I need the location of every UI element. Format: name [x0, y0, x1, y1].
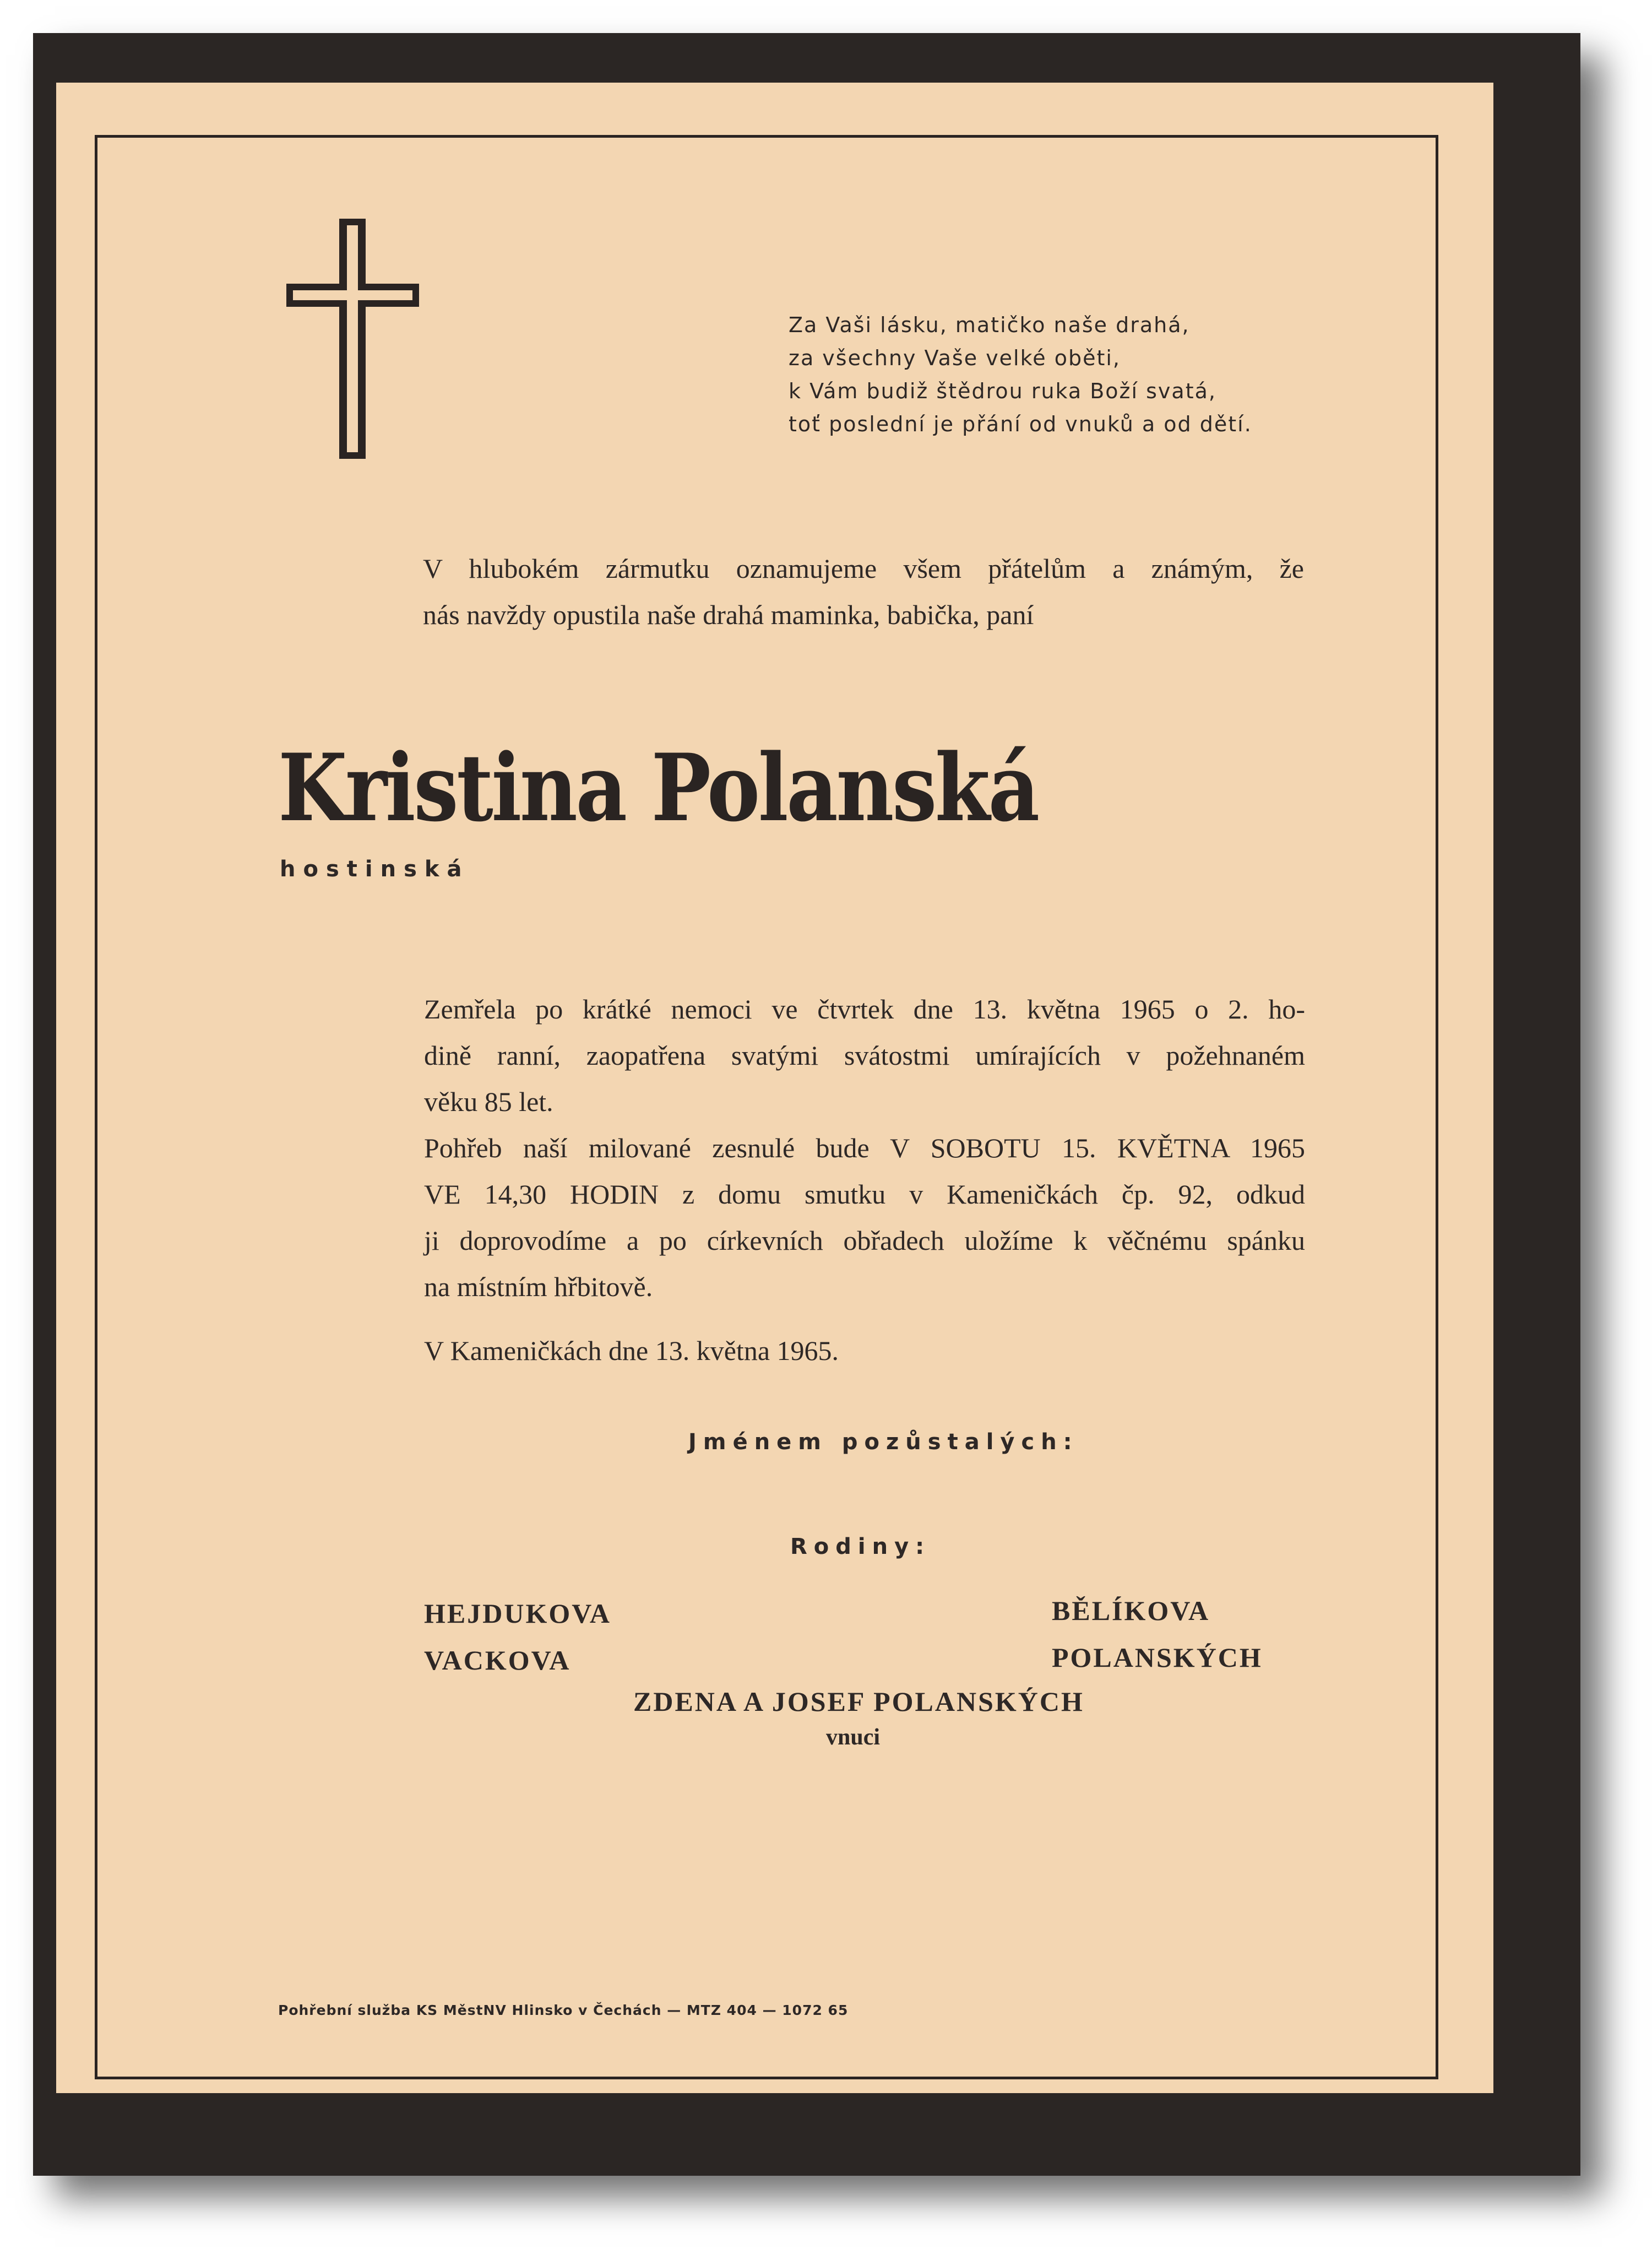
cross-icon: [285, 218, 420, 460]
poem-line: k Vám budiž štědrou ruka Boží svatá,: [789, 379, 1216, 403]
details-line: na místním hřbitově.: [424, 1271, 653, 1302]
on-behalf-heading: Jménem pozůstalých:: [688, 1429, 1079, 1455]
details-line: ji doprovodíme a po církevních obřadech uložíme k věčnému spánku: [424, 1225, 1305, 1256]
families-heading: Rodiny:: [790, 1534, 931, 1559]
details-line: Zemřela po krátké nemoci ve čtvrtek dne 13. května 1965 o 2. ho-: [424, 994, 1305, 1025]
announcement-text: [423, 545, 1304, 638]
deceased-name: Kristina Polanská: [278, 733, 1038, 842]
poem-line: toť poslední je přání od vnuků a od dětí.: [789, 412, 1252, 436]
poem-line: Za Vaši lásku, matičko naše drahá,: [789, 313, 1190, 337]
death-details: [424, 986, 1305, 1310]
family-name: POLANSKÝCH: [1052, 1642, 1263, 1673]
announcement-line: V hlubokém zármutku oznamujeme všem přátelům a známým, že: [423, 553, 1304, 584]
grandchildren-label: vnuci: [826, 1725, 881, 1750]
deceased-occupation: hostinská: [280, 857, 470, 882]
memorial-poem: [789, 308, 1339, 441]
family-name: HEJDUKOVA: [424, 1598, 612, 1629]
family-name: BĚLÍKOVA: [1052, 1595, 1210, 1626]
family-name-center: ZDENA A JOSEF POLANSKÝCH: [633, 1686, 1084, 1717]
place-and-date: V Kameničkách dne 13. května 1965.: [424, 1335, 839, 1366]
poem-line: za všechny Vaše velké oběti,: [789, 346, 1121, 370]
details-line: VE 14,30 HODIN z domu smutku v Kameničkách čp. 92, odkud: [424, 1179, 1305, 1210]
details-line: dině ranní, zaopatřena svatými svátostmi umírajících v požehnaném: [424, 1040, 1305, 1071]
details-line: Pohřeb naší milované zesnulé bude V SOBOTU 15. KVĚTNA 1965: [424, 1132, 1305, 1163]
details-line: věku 85 let.: [424, 1086, 553, 1117]
family-name: VACKOVA: [424, 1645, 571, 1676]
printer-imprint: Pohřební služba KS MěstNV Hlinsko v Čechách — MTZ 404 — 1072 65: [278, 2002, 849, 2018]
announcement-line: nás navždy opustila naše drahá maminka, babička, paní: [423, 599, 1034, 630]
